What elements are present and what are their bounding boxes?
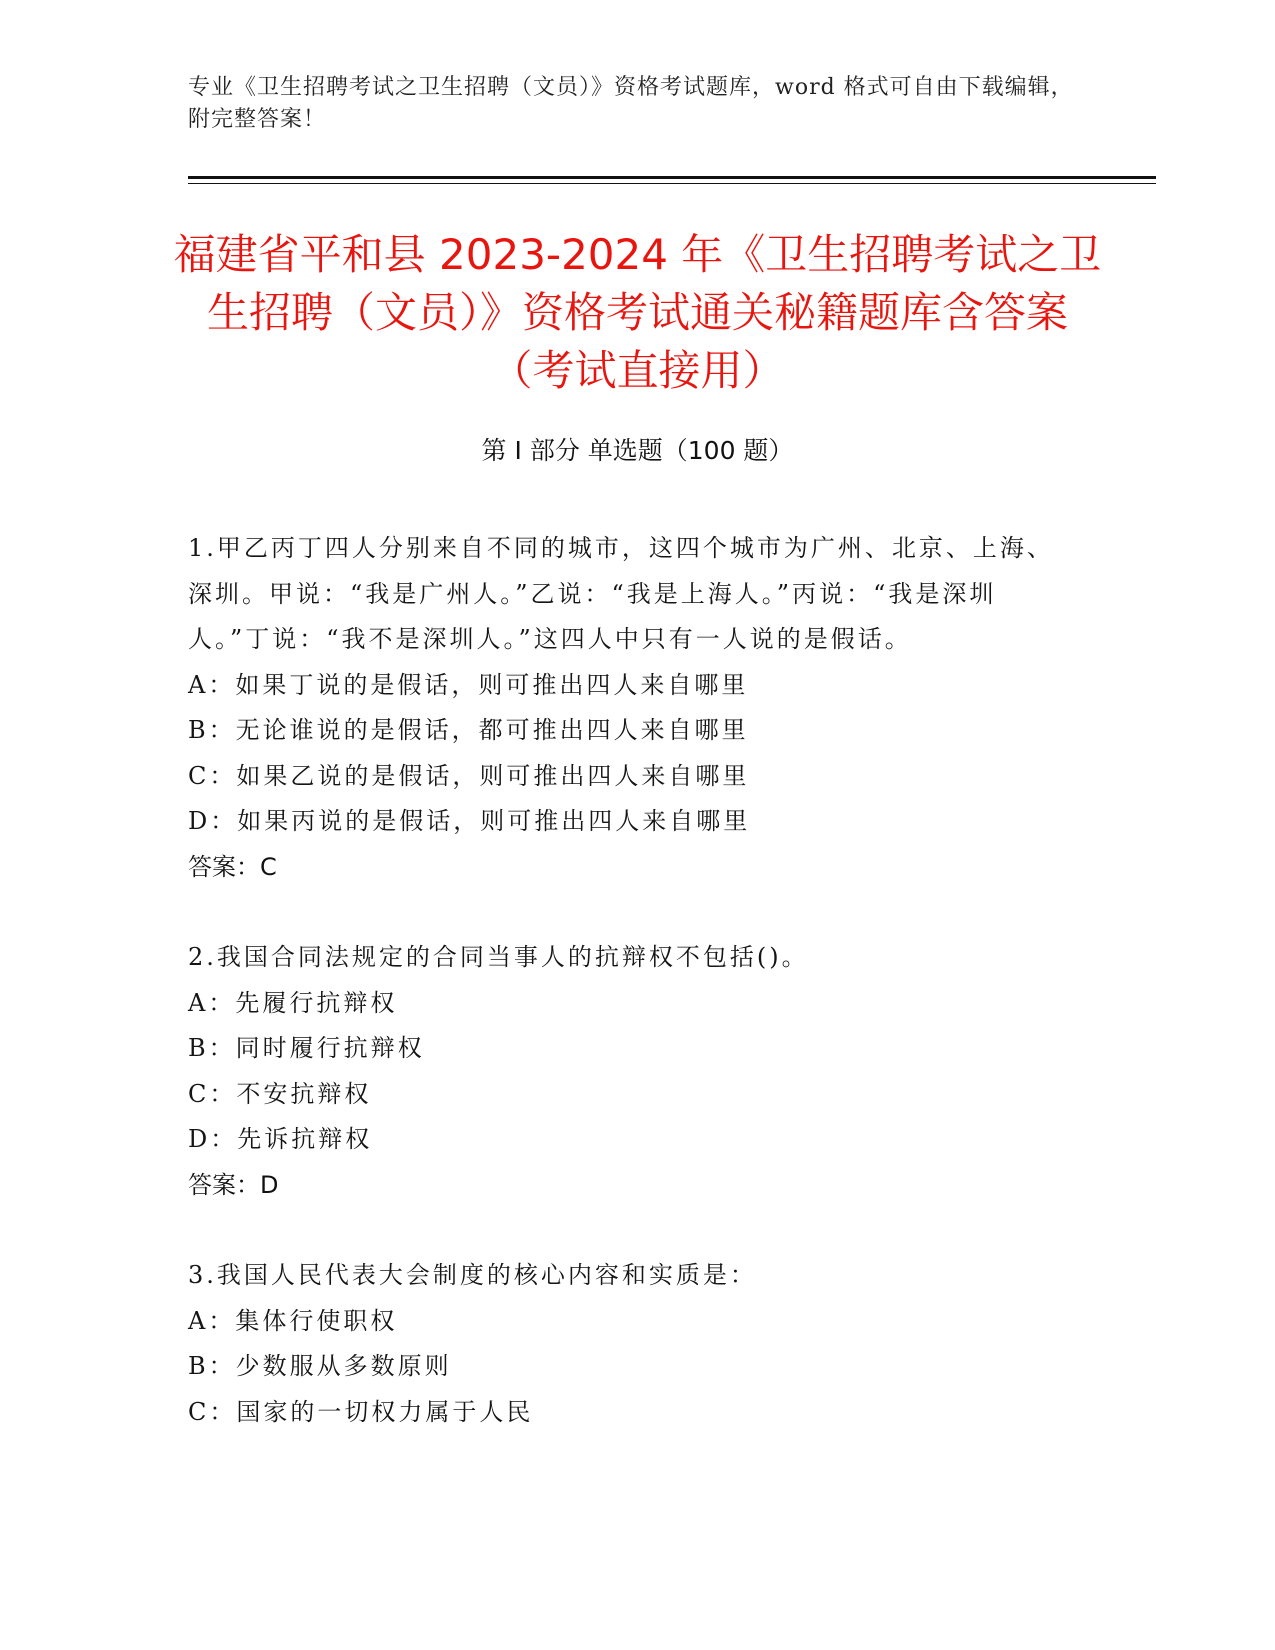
option-b: B：同时履行抗辩权 (188, 1034, 425, 1062)
option-a: A：先履行抗辩权 (188, 988, 398, 1017)
option-c: C：国家的一切权力属于人民 (188, 1397, 534, 1426)
option-d: D：如果丙说的是假话，则可推出四人来自哪里 (188, 807, 751, 835)
option-c: C：如果乙说的是假话，则可推出四人来自哪里 (188, 761, 750, 790)
header-divider-thin (188, 183, 1156, 184)
question-text: 1.甲乙丙丁四人分别来自不同的城市，这四个城市为广州、北京、上海、深圳。甲说：“我是广州人。”乙说：“我是上海人。”丙说：“我是深圳人。”丁说：“我不是深圳人。”这四人中只有一人说的是假话。 (188, 534, 1054, 653)
header-divider-thick (188, 176, 1156, 179)
answer: 答案：C (188, 852, 277, 881)
question-text: 3.我国人民代表大会制度的核心内容和实质是： (188, 1261, 757, 1289)
question-3 (188, 1253, 1068, 1435)
document-title: 福建省平和县 2023-2024 年《卫生招聘考试之卫生招聘（文员）》资格考试通关秘籍题库含答案（考试直接用） (173, 230, 1102, 395)
option-b: B：少数服从多数原则 (188, 1352, 452, 1380)
option-c: C：不安抗辩权 (188, 1079, 372, 1108)
option-d: D：先诉抗辩权 (188, 1125, 373, 1153)
answer: 答案：D (188, 1170, 279, 1199)
option-a: A：如果丁说的是假话，则可推出四人来自哪里 (188, 670, 749, 699)
option-a: A：集体行使职权 (188, 1306, 398, 1335)
option-b: B：无论谁说的是假话，都可推出四人来自哪里 (188, 716, 749, 744)
question-1 (188, 526, 1068, 890)
question-2 (188, 935, 1068, 1208)
question-list (188, 526, 1068, 1480)
header-note: 专业《卫生招聘考试之卫生招聘（文员）》资格考试题库，word 格式可自由下载编辑，附完整答案！ (188, 75, 1074, 132)
question-text: 2.我国合同法规定的合同当事人的抗辩权不包括()。 (188, 943, 809, 971)
section-title: 第 I 部分 单选题（100 题） (481, 436, 794, 465)
